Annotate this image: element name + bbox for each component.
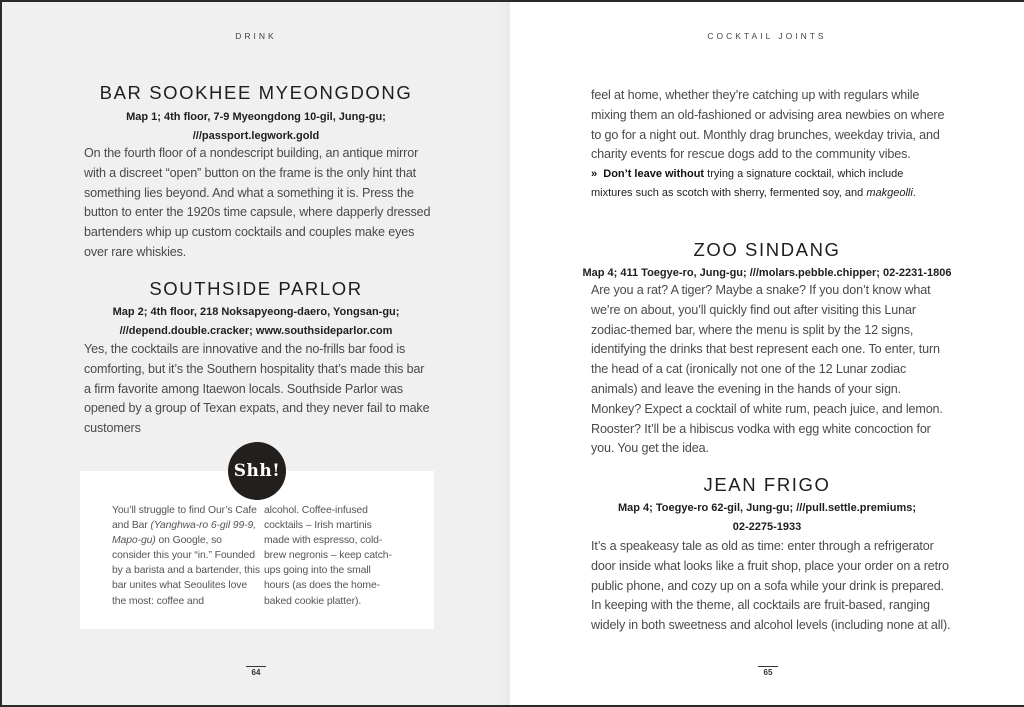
shh-col1-text-cont: on Google, so consider this your “in.” Founded by a barista and a bartender, this bar unites what Seoulites love the most: coffee and: [112, 535, 260, 607]
entry-body-bar-sookhee: On the fourth floor of a nondescript building, an antique mirror with a discreet “open” button on the frame is the only hint that something lies beyond. And what a something it is. Press the button to enter the 1920s time capsule, where dapperly dressed bartenders whip up custom cocktails and couples make eyes over rare whiskies.: [84, 146, 431, 259]
tip-italic: makgeolli: [866, 187, 913, 199]
dont-leave-without-tip: [591, 165, 947, 203]
tip-end: .: [912, 187, 916, 199]
running-head-left: DRINK: [235, 31, 277, 41]
tip-text: trying a signature cocktail, which include mixtures such as scotch with sherry, fermented soy, and: [591, 168, 904, 199]
meta-line: Map 1; 4th floor, 7-9 Myeongdong 10-gil, Jung-gu;: [126, 111, 386, 123]
entry-title-bar-sookhee: BAR SOOKHEE MYEONGDONG: [99, 82, 413, 103]
shh-badge-icon: Shh!: [228, 442, 286, 500]
entry-meta-southside-parlor: [2, 303, 510, 341]
page-number-left: 64: [246, 666, 266, 677]
entry-title-jean-frigo: JEAN FRIGO: [703, 474, 831, 495]
entry-title-southside-parlor: SOUTHSIDE PARLOR: [149, 278, 363, 299]
meta-line: Map 4; Toegye-ro 62-gil, Jung-gu; ///pull.settle.premiums;: [617, 502, 917, 514]
tip-lead: Don’t leave without: [603, 168, 705, 180]
entry-title-zoo-sindang: ZOO SINDANG: [693, 239, 841, 260]
tip-marker-icon: »: [591, 168, 598, 180]
meta-line: ///passport.legwork.gold: [192, 130, 320, 142]
entry-meta-jean-frigo: [510, 499, 1024, 537]
meta-line: Map 2; 4th floor, 218 Noksapyeong-daero, Yongsan-gu;: [112, 306, 400, 318]
shh-col1-address: (Yanghwa-ro 6-gil 99-9, Mapo-gu): [112, 520, 256, 547]
shh-column-2: alcohol. Coffee-infused cocktails – Irish martinis made with espresso, cold-brew negronis – keep catch-ups going into the small hours (as does the home-baked cookie platter).: [264, 505, 392, 607]
running-head-right: COCKTAIL JOINTS: [707, 31, 827, 41]
meta-line: ///depend.double.cracker; www.southsideparlor.com: [119, 325, 393, 337]
meta-line: 02-2275-1933: [732, 521, 802, 533]
shh-column-1: [112, 503, 262, 609]
entry-body-jean-frigo: It’s a speakeasy tale as old as time: enter through a refrigerator door inside what looks like a fruit shop, place your order on a retro public phone, and cozy up on a sofa while your drink is prepared. In keeping with the theme, all cocktails are fruit-based, ranging widely in both sweetness and alcohol levels (including none at all).: [591, 539, 951, 633]
right-page: [510, 2, 1024, 705]
continued-body-southside-parlor: feel at home, whether they’re catching up with regulars while mixing them an old-fashioned or advising area newbies on where to go for a night out. Monthly drag brunches, weekday trivia, and charity events for rescue dogs add to the community vibes.: [591, 88, 945, 162]
meta-line: Map 4; 411 Toegye-ro, Jung-gu; ///molars.pebble.chipper; 02-2231-1806: [582, 267, 952, 279]
entry-meta-bar-sookhee: [2, 108, 510, 146]
entry-body-zoo-sindang: Are you a rat? A tiger? Maybe a snake? If you don’t know what we’re on about, you’ll quickly find out after visiting this Lunar zodiac-themed bar, where the menu is split by the 12 signs, identifying the drinks that best represent each one. To enter, turn the head of a cat (ironically not one of the 12 Lunar zodiac animals) and leave the evening in the hands of your sign. Monkey? Expect a cocktail of white rum, peach juice, and lemon. Rooster? It’ll be a hibiscus vodka with egg white concoction for you. You get the idea.: [591, 283, 943, 456]
shh-col1-text: You’ll struggle to find Our’s Cafe and Bar: [112, 505, 257, 532]
entry-body-southside-parlor: Yes, the cocktails are innovative and the no-frills bar food is comforting, but it’s the Southern hospitality that’s made this bar a firm favorite among Itaewon locals. Southside Parlor was opened by a group of Texan expats, and they never fail to make customers: [84, 342, 430, 436]
left-page: [2, 2, 510, 705]
page-number-right: 65: [758, 666, 778, 677]
